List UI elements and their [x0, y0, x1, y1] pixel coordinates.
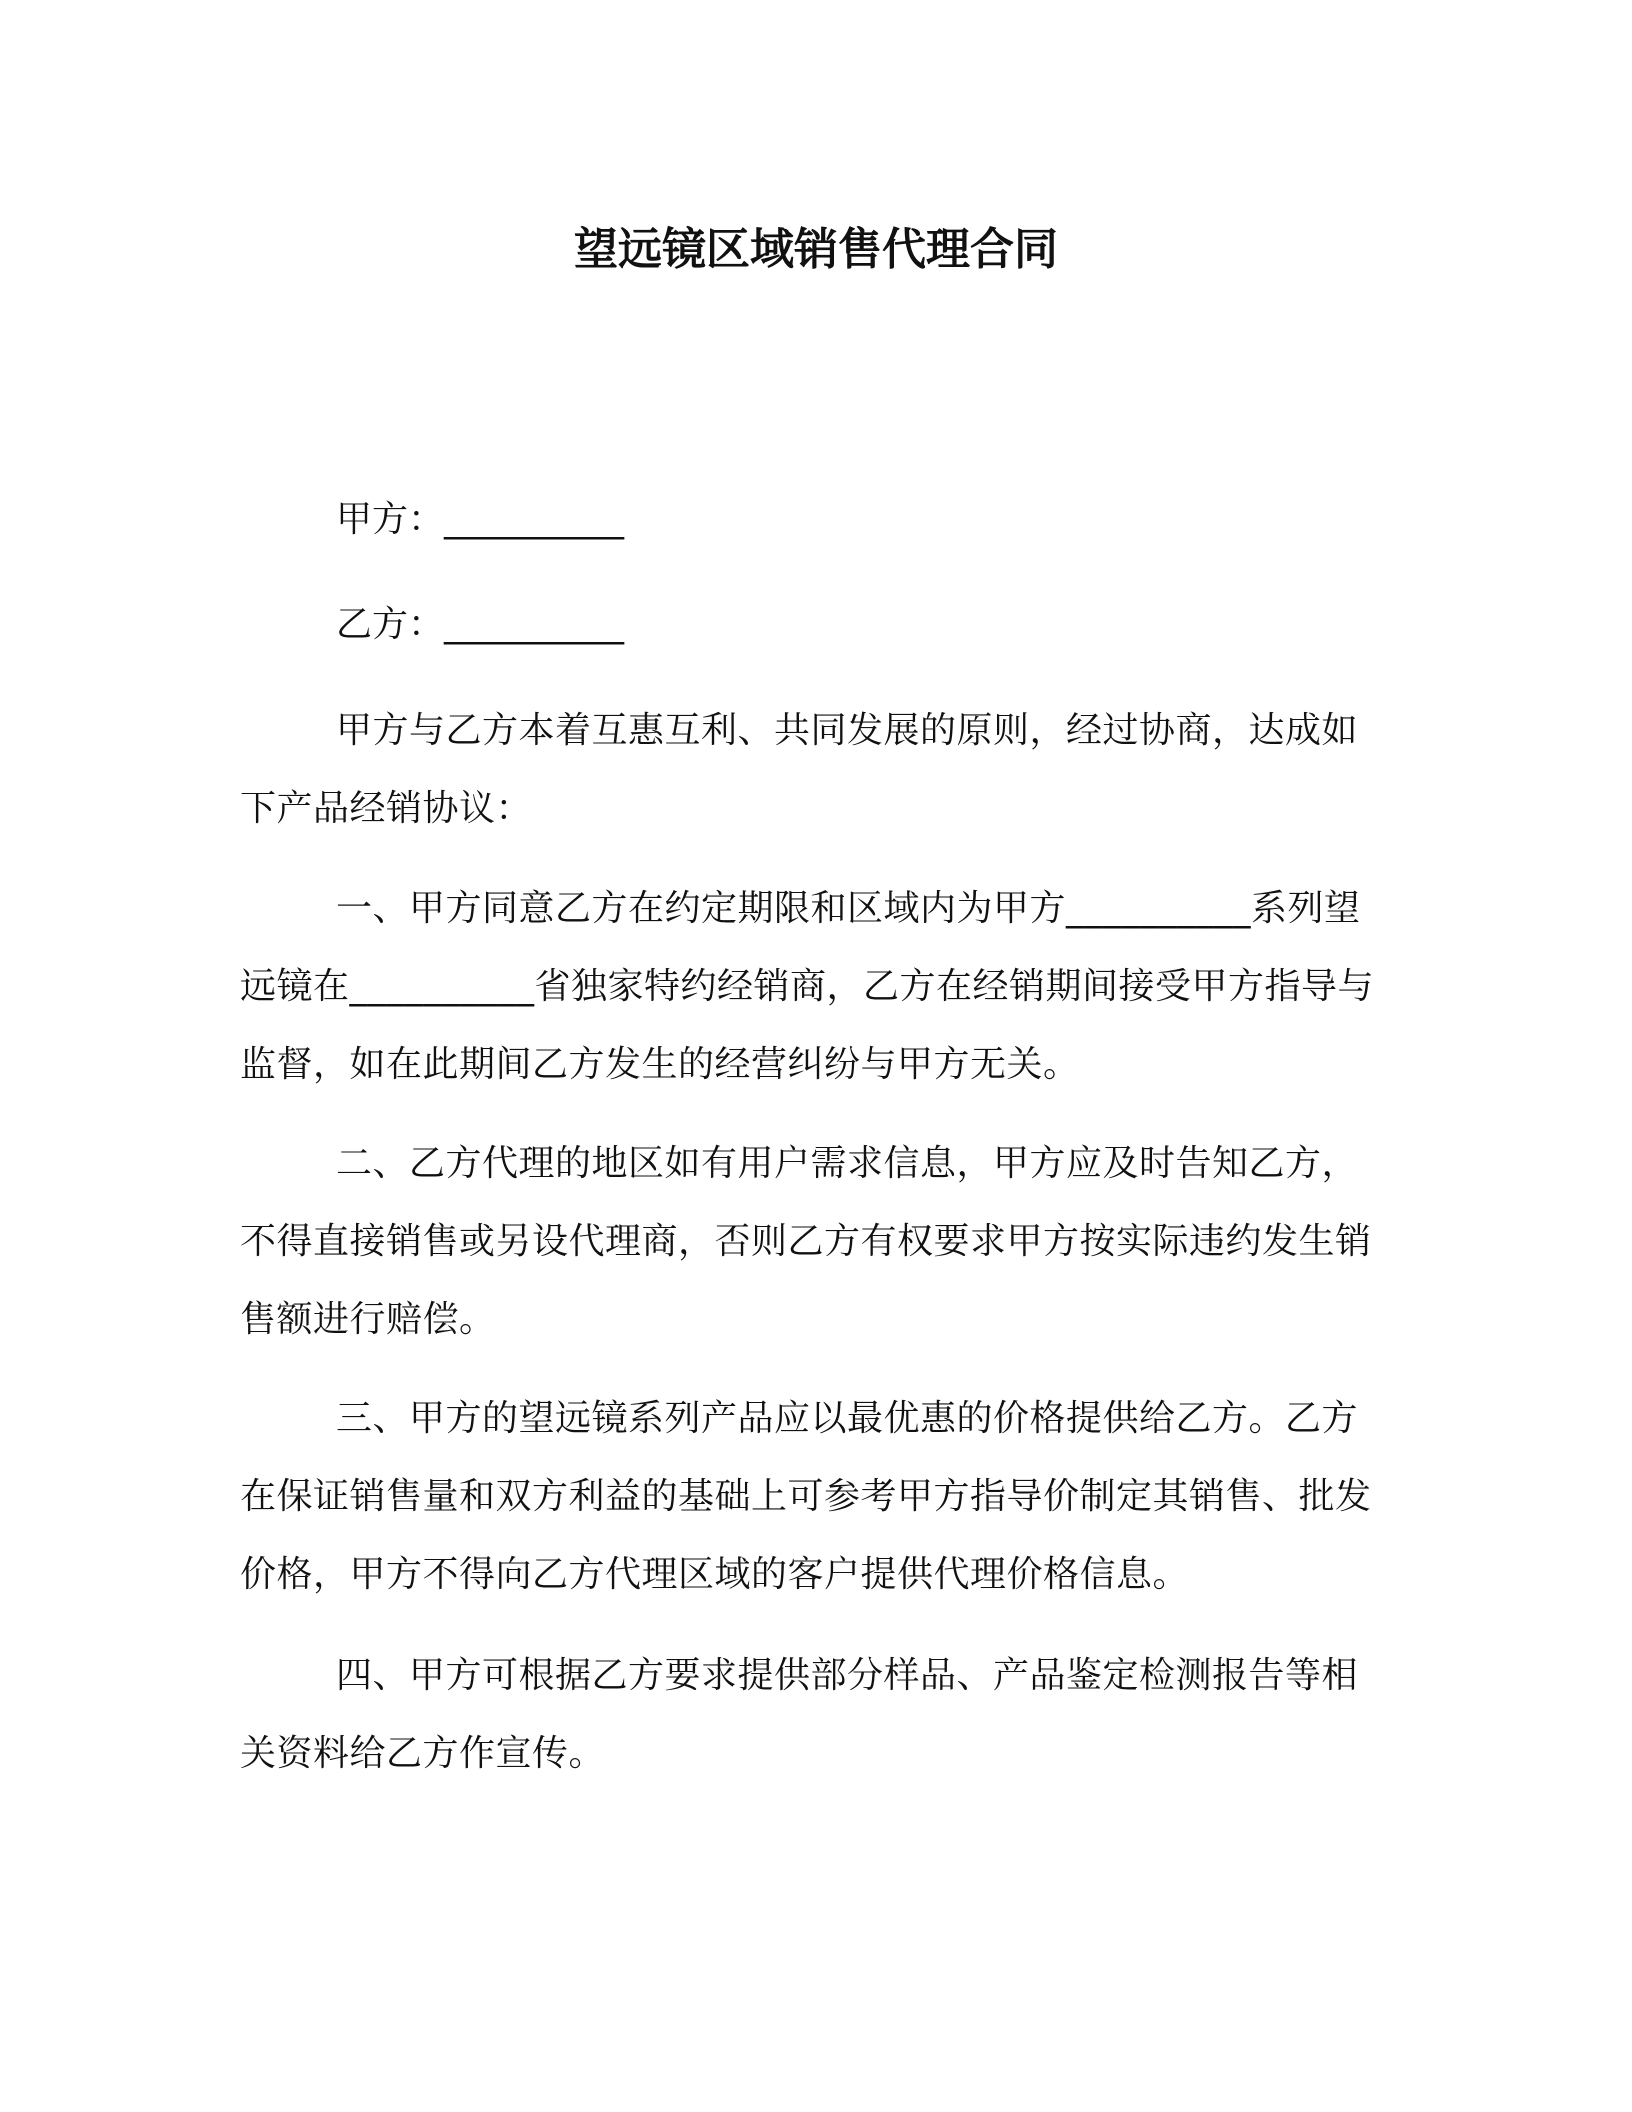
clause-3-paragraph: 三、甲方的望远镜系列产品应以最优惠的价格提供给乙方。乙方在保证销售量和双方利益的基础上可参考甲方指导价制定其销售、批发价格，甲方不得向乙方代理区域的客户提供代理价格信息。	[240, 1398, 1372, 1595]
clause-4-paragraph: 四、甲方可根据乙方要求提供部分样品、产品鉴定检测报告等相关资料给乙方作宣传。	[240, 1655, 1359, 1774]
party-a-line: 甲方：__________	[336, 499, 625, 540]
clause-2-paragraph: 二、乙方代理的地区如有用户需求信息，甲方应及时告知乙方，不得直接销售或另设代理商，否则乙方有权要求甲方按实际违约发生销售额进行赔偿。	[240, 1143, 1372, 1340]
party-b-line: 乙方：__________	[336, 604, 625, 645]
clause-1-paragraph: 一、甲方同意乙方在约定期限和区域内为甲方__________系列望远镜在__________省独家特约经销商，乙方在经销期间接受甲方指导与监督，如在此期间乙方发生的经营纠纷与甲方无关。	[240, 888, 1375, 1085]
intro-paragraph: 甲方与乙方本着互惠互利、共同发展的原则，经过协商，达成如下产品经销协议：	[240, 710, 1359, 829]
document-title: 望远镜区域销售代理合同	[574, 224, 1058, 275]
